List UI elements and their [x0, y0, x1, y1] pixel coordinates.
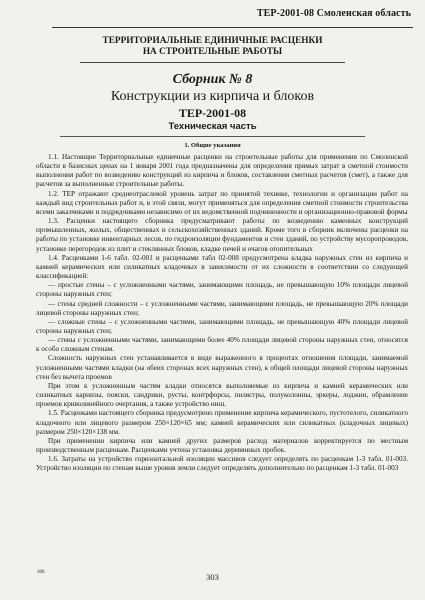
paragraph: 1.4. Расценками 1-6 табл. 02-001 и расценками табл 02-008 предусмотрена кладка наружных стен из кирпича и камней керамических или силикатных кладочных в зависимости от их сложности в соответствии со следующей классификацией:	[36, 253, 408, 281]
technical-part-heading: Техническая часть	[168, 121, 257, 132]
paragraph: 1.2. ТЕР отражают среднеотраслевой уровень затрат по принятой технике, технологии и организации работ на каждый вид строительных работ и, в этой связи, могут применяться для определения сметной стоимости строительства всеми заказчиками и подрядчиками независимо от их ведомственной подчиненности и организационно-правовой формы	[36, 189, 408, 216]
title-rule	[80, 62, 345, 63]
page-number: 303	[206, 572, 219, 582]
general-heading: 1. Общие указания	[184, 142, 241, 149]
paragraph: 1.6. Затраты на устройство горизонтальной изоляции массивов следует определять по расценкам 1-3 табл. 01-003. Устройство изоляции по стенам выше уровня земли следует определять дополнительно по расценкам 1-3 табл. 01-003	[36, 455, 408, 473]
running-header: ТЕР-2001-08 Смоленская область	[256, 8, 411, 19]
section-rule	[60, 136, 365, 137]
paragraph: При применении кирпича или камней других размеров расход материалов корректируется по местным производственным расценкам. Расценками учтена установка деревянных пробок.	[36, 436, 408, 454]
paragraph: — простые стены – с усложненными частями, занимающими площадь, не превышающую 10% площади лицевой стороны наружных стен;	[36, 281, 408, 299]
body-text	[36, 153, 408, 473]
paragraph: При этом к усложненным частям кладки относятся выполняемые из кирпича и камней керамических или силикатных карнизы, пояски, сандрики, русты, контрфорсы, пилястры, полуколонны, эркеры, лоджии, обрамление проемов криволинейного очертания, а также устройство ниш.	[36, 381, 408, 409]
paragraph: Сложность наружных стен устанавливается в виде выраженного в процентах отношения площади, занимаемой усложненными частями кладки (на обеих сторонах всех наружных стен), к общей площади лицевой стороны наружных стен без вычета проемов	[36, 354, 408, 381]
paragraph: — сложные стены – с усложненными частями, занимающими площадь, не превышающую 40% площади лицевой стороны наружных стен;	[36, 317, 408, 335]
section-title: Конструкции из кирпича и блоков	[110, 89, 315, 104]
paragraph: — стены средней сложности – с усложненными частями, занимающими площадь, не превышающую 20% площади лицевой стороны наружных стен;	[36, 299, 408, 317]
paragraph: 1.1. Настоящие Территориальные единичные расценки на строительные работы для применения по Смоленской области в базисных ценах на 1 января 2001 года предназначены для определения прямых затрат в сметной стоимости выполнения работ по возведению конструкций из кирпича и блоков, составления сметных расчетов (смет), а также для расчетов за выполненные строительные работы.	[36, 153, 408, 189]
document-code: ТЕР-2001-08	[178, 106, 247, 120]
paragraph: — стены с усложненными частями, занимающими более 40% площади лицевой стороны наружных стен, относятся к особо сложным стенам.	[36, 336, 408, 354]
top-title-line-2: НА СТРОИТЕЛЬНЫЕ РАБОТЫ	[142, 47, 283, 57]
top-title-line-1: ТЕРРИТОРИАЛЬНЫЕ ЕДИНИЧНЫЕ РАСЦЕНКИ	[102, 36, 323, 46]
paragraph: 1.5. Расценками настоящего сборника предусмотрено применение кирпича керамического, пустотелого, силикатного кладочного или лицевого размером 250×120×65 мм; камней керамических или силикатных (кладочных лицевых) размером 250×120×138 мм.	[36, 409, 408, 436]
corner-mark: 306	[37, 570, 45, 575]
paragraph: 1.3. Расценки настоящего сборника предусматривают работы по возведению каменных конструкций промышленных, жилых, общественных и сельскохозяйственных зданий. Кроме того в сборник включены расценки на работы по установке инвентарных лесов, по гидроизоляции фундаментов и стен зданий, по устройству мусоропроводов, установке перегородок из плит и стеклянных блоков, кладке печей и очагов отопительных	[36, 217, 408, 253]
document-top-title	[0, 36, 425, 58]
header-rule	[52, 27, 413, 28]
collection-number: Сборник № 8	[172, 72, 253, 87]
